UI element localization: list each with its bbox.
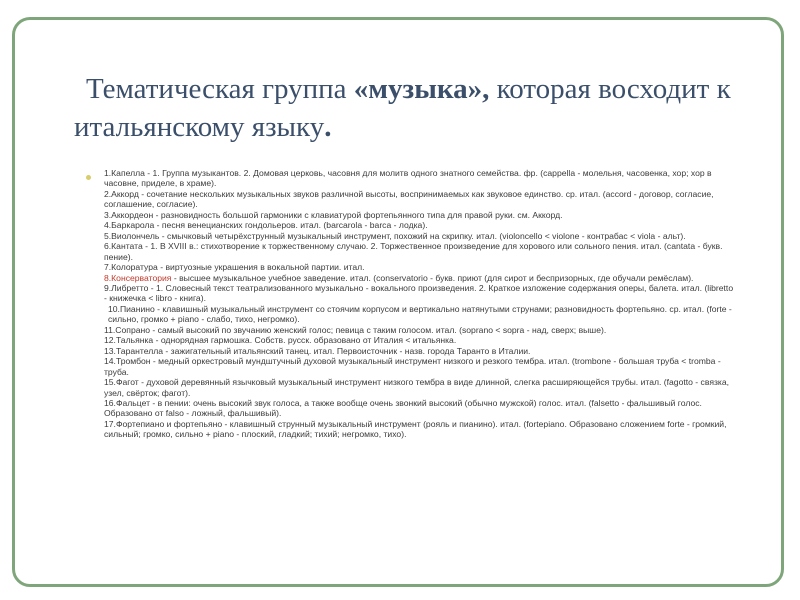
term-text: 11.Сопрано - самый высокий по звучанию женский голос; певица с таким голосом. итал. (soprano < sopra - над, сверх; выше). <box>104 324 607 335</box>
term-text: 17.Фортепиано и фортепьяно - клавишный струнный музыкальный инструмент (рояль и пианино). итал. (fortepiano. Образовано сложением forte - громкий, сильный; громко, сильно + piano - плоский, гладкий; тихий; негромко, тихо). <box>104 418 727 440</box>
title-part2: которая восходит к итальянскому языку <box>74 73 731 143</box>
term-text: 15.Фагот - духовой деревянный язычковый музыкальный инструмент низкого тембра в виде длинной, слегка расширяющейся трубы. итал. (fagotto - связка, узел, свёрток; фагот). <box>104 377 730 398</box>
term-text: 1.Капелла - 1. Группа музыкантов. 2. Домовая церковь, часовня для молитв одного знатного семейства. фр. (cappella - молельня, часовенка, хор; хор в часовне, приделе, в храме). <box>104 168 712 189</box>
term-text: 2.Аккорд - сочетание нескольких музыкальных звуков различной высоты, воспринимаемых как звуковое единство. ср. итал. (accord - договор, согласие, соглашение, согласие). <box>104 188 714 210</box>
term-text: 16.Фальцет - в пении: очень высокий звук голоса, а также вообще очень звонкий высокий (обычно мужской) голос. итал. (falsetto - фальшивый голос. Образовано от falso - ложный, фальшивый). <box>104 397 702 419</box>
slide-title <box>74 70 754 146</box>
term-entry <box>104 168 734 189</box>
term-text: 9.Либретто - 1. Словесный текст театрализованного музыкально - вокального произведения. 2. Краткое изложение содержания оперы, балета. итал. (libretto - книжечка < libro - книга). <box>104 282 734 304</box>
term-entry <box>104 210 734 220</box>
term-text: 13.Тарантелла - зажигательный итальянский танец. итал. Первоисточник - назв. города Таранто в Италии. <box>104 345 531 356</box>
term-text: - высшее музыкальное учебное заведение. итал. (conservatorio - букв. приют (для сирот и беспризорных, где обучали ремёслам). <box>171 272 694 283</box>
term-entry <box>104 325 734 335</box>
term-highlight: 8.Консерватория <box>104 272 172 283</box>
term-entry <box>104 220 734 230</box>
term-entry <box>104 262 734 272</box>
term-entry <box>104 377 734 398</box>
term-entry <box>104 419 734 440</box>
term-text: 5.Виолончель - смычковый четырёхструнный музыкальный инструмент, похожий на скрипку. итал. (violoncello < violone - контрабас < viola - альт). <box>104 230 686 241</box>
title-part1: Тематическая группа <box>86 73 354 105</box>
term-text: 10.Пианино - клавишный музыкальный инструмент со стоячим корпусом и вертикально натянутыми струнами; разновидность фортепьяно. ср. итал. (forte - сильно, громко + piano - слабо, тихо, негромко). <box>108 303 732 325</box>
term-entry <box>104 273 734 283</box>
title-quoted-word: «музыка», <box>353 73 490 105</box>
term-entry <box>104 304 734 325</box>
term-text: 3.Аккордеон - разновидность большой гармоники с клавиатурой фортепьянного типа для правой руки. см. Аккорд. <box>104 209 563 220</box>
term-entry <box>104 346 734 356</box>
term-text: 14.Тромбон - медный оркестровый мундштучный духовой музыкальный инструмент низкого и резкого тембра. итал. (trombone - большая труба < tromba - труба. <box>104 356 721 377</box>
term-text: 12.Тальянка - однорядная гармошка. Собств. русск. образовано от Италия < итальянка. <box>104 335 457 346</box>
term-entry <box>104 189 734 210</box>
music-terms-list <box>104 168 734 440</box>
term-entry <box>104 241 734 262</box>
term-entry <box>104 356 734 377</box>
bullet-icon <box>86 175 91 180</box>
term-entry <box>104 335 734 345</box>
term-text: 4.Баркарола - песня венецианских гондольеров. итал. (barcarola - barca - лодка). <box>104 220 428 231</box>
term-entry <box>104 398 734 419</box>
term-text: 6.Кантата - 1. В XVIII в.: стихотворение к торжественному случаю. 2. Торжественное произведение для хорового или сольного пения. итал. (cantata - букв. пение). <box>104 241 723 262</box>
title-end: . <box>324 111 332 143</box>
term-entry <box>104 231 734 241</box>
term-entry <box>104 283 734 304</box>
term-text: 7.Колоратура - виртуозные украшения в вокальной партии. итал. <box>104 262 365 273</box>
